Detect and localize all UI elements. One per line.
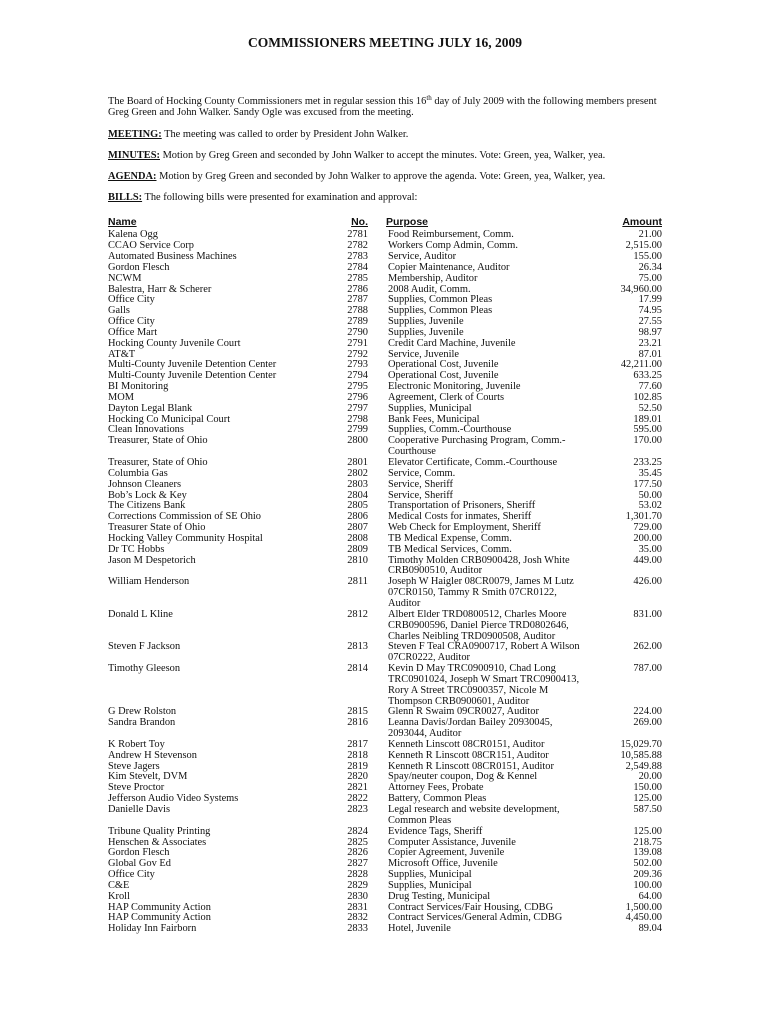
bill-amount: 125.00 [633,793,662,805]
bill-amount: 787.00 [633,663,662,675]
bill-purpose: Joseph W Haigler 08CR0079, James M Lutz 07CR0150, Tammy R Smith 07CR0122, Auditor [388,576,574,609]
bill-purpose: Cooperative Purchasing Program, Comm.-Courthouse [388,435,566,458]
bill-purpose: Service, Sheriff [388,478,454,490]
bill-number: 2819 [347,760,368,772]
header-purpose: Purpose [386,216,429,229]
bill-number: 2831 [347,901,368,913]
bill-amount: 100.00 [633,879,662,891]
table-row [108,848,662,859]
bill-number: 2782 [347,240,368,252]
table-row [108,577,662,610]
bills-text: The following bills were presented for examination and approval: [142,192,418,204]
minutes-text: Motion by Greg Green and seconded by John Walker to accept the minutes. Vote: Green, yea, Walker, yea. [159,150,606,162]
bill-amount: 75.00 [638,272,662,284]
bill-amount: 15,029.70 [620,738,662,750]
bill-number: 2813 [347,641,368,653]
bill-amount: 502.00 [633,858,662,870]
vendor-name: Steve Jagers [108,760,160,772]
bill-purpose: Kenneth R Linscott 08CR151, Auditor [388,749,549,761]
bill-number: 2823 [347,804,368,816]
table-row [108,306,662,317]
table-row [108,838,662,849]
vendor-name: Dayton Legal Blank [108,402,193,414]
vendor-name: Office City [108,316,155,328]
bill-amount: 27.55 [638,316,662,328]
bill-purpose: Food Reimbursement, Comm. [388,229,514,241]
bill-amount: 34,960.00 [620,283,662,295]
vendor-name: Kroll [108,890,130,902]
bill-amount: 200.00 [633,532,662,544]
bill-purpose: Operational Cost, Juvenile [388,359,499,371]
vendor-name: Automated Business Machines [108,250,237,262]
bill-number: 2800 [347,435,368,447]
bill-number: 2791 [347,337,368,349]
vendor-name: Timothy Gleeson [108,663,181,675]
vendor-name: Columbia Gas [108,467,168,479]
bill-number: 2811 [347,576,368,588]
vendor-name: NCWM [108,272,142,284]
bill-amount: 587.50 [633,804,662,816]
bill-amount: 125.00 [633,825,662,837]
bill-purpose: Service, Auditor [388,250,457,262]
vendor-name: Office City [108,869,155,881]
bill-number: 2792 [347,348,368,360]
table-row [108,642,662,664]
bill-purpose: Supplies, Juvenile [388,326,464,338]
table-row [108,317,662,328]
bill-number: 2821 [347,782,368,794]
bill-number: 2814 [347,663,368,675]
bill-number: 2829 [347,879,368,891]
vendor-name: Jefferson Audio Video Systems [108,793,239,805]
bill-number: 2832 [347,912,368,924]
bill-purpose: Supplies, Municipal [388,402,472,414]
vendor-name: HAP Community Action [108,901,211,913]
bill-number: 2785 [347,272,368,284]
bill-amount: 77.60 [638,381,662,393]
bill-number: 2825 [347,836,368,848]
vendor-name: Hocking County Juvenile Court [108,337,241,349]
table-row [108,707,662,718]
bill-number: 2801 [347,457,368,469]
agenda-text: Motion by Greg Green and seconded by John Walker to approve the agenda. Vote: Green, yea, Walker, yea. [156,171,606,183]
table-row [108,480,662,491]
table-row [108,285,662,296]
page-title: COMMISSIONERS MEETING JULY 16, 2009 [248,35,522,50]
vendor-name: BI Monitoring [108,381,169,393]
vendor-name: Henschen & Associates [108,836,207,848]
bill-purpose: Supplies, Common Pleas [388,305,493,317]
bill-purpose: Supplies, Municipal [388,869,472,881]
vendor-name: Sandra Brandon [108,717,176,729]
bill-amount: 20.00 [638,771,662,783]
bill-number: 2826 [347,847,368,859]
vendor-name: Steve Proctor [108,782,165,794]
table-row [108,491,662,502]
bill-purpose: Service, Sheriff [388,489,454,501]
table-row [108,252,662,263]
vendor-name: Corrections Commission of SE Ohio [108,511,261,523]
bill-amount: 831.00 [633,608,662,620]
table-row [108,751,662,762]
bill-amount: 269.00 [633,717,662,729]
bill-purpose: Supplies, Municipal [388,879,472,891]
table-row [108,664,662,707]
table-row [108,545,662,556]
bill-number: 2787 [347,294,368,306]
table-row [108,870,662,881]
bill-amount: 633.25 [633,370,662,382]
bill-purpose: Glenn R Swaim 09CR0027, Auditor [388,706,539,718]
bill-amount: 23.21 [638,337,662,349]
bill-amount: 42,211.00 [620,359,662,371]
bill-amount: 1,301.70 [625,511,662,523]
bill-purpose: Kenneth Linscott 08CR0151, Auditor [388,738,545,750]
bill-number: 2808 [347,532,368,544]
bill-purpose: Electronic Monitoring, Juvenile [388,381,521,393]
table-row [108,274,662,285]
bill-amount: 35.00 [638,543,662,555]
bill-number: 2817 [347,738,368,750]
vendor-name: Jason M Despetorich [108,554,196,566]
vendor-name: Johnson Cleaners [108,478,182,490]
vendor-name: Andrew H Stevenson [108,749,197,761]
intro-text-end: day of July 2009 with the following members present Greg Green and John Walker. Sandy Ogle was excused from the meeting. [108,95,657,119]
minutes-paragraph [108,150,662,162]
bill-number: 2783 [347,250,368,262]
bill-amount: 224.00 [633,706,662,718]
bill-number: 2827 [347,858,368,870]
table-row [108,415,662,426]
vendor-name: Balestra, Harr & Scherer [108,283,212,295]
bill-purpose: Attorney Fees, Probate [388,782,484,794]
table-row [108,794,662,805]
bill-amount: 87.01 [638,348,662,360]
bill-amount: 2,515.00 [625,240,662,252]
bill-amount: 233.25 [633,457,662,469]
bill-purpose: Contract Services/Fair Housing, CDBG [388,901,554,913]
bill-purpose: Evidence Tags, Sheriff [388,825,483,837]
bill-amount: 1,500.00 [625,901,662,913]
vendor-name: The Citizens Bank [108,500,186,512]
bill-number: 2798 [347,413,368,425]
vendor-name: Kalena Ogg [108,229,158,241]
vendor-name: Hocking Co Municipal Court [108,413,231,425]
bill-amount: 4,450.00 [625,912,662,924]
bill-purpose: Drug Testing, Municipal [388,890,491,902]
bill-purpose: Supplies, Common Pleas [388,294,493,306]
bill-purpose: TB Medical Services, Comm. [388,543,512,555]
bill-number: 2797 [347,402,368,414]
bill-amount: 2,549.88 [625,760,662,772]
bill-amount: 74.95 [638,305,662,317]
table-row [108,458,662,469]
bill-number: 2805 [347,500,368,512]
table-row [108,371,662,382]
minutes-label: MINUTES: [108,150,160,162]
bill-purpose: Microsoft Office, Juvenile [388,858,498,870]
bill-number: 2793 [347,359,368,371]
bill-purpose: Supplies, Juvenile [388,316,464,328]
bill-amount: 26.34 [638,261,662,273]
bill-amount: 64.00 [638,890,662,902]
bill-number: 2796 [347,391,368,403]
bill-purpose: Copier Maintenance, Auditor [388,261,510,273]
bill-number: 2830 [347,890,368,902]
bill-number: 2784 [347,261,368,273]
table-row [108,469,662,480]
vendor-name: Office Mart [108,326,158,338]
table-row [108,805,662,827]
bill-amount: 449.00 [633,554,662,566]
bill-number: 2815 [347,706,368,718]
bill-amount: 98.97 [638,326,662,338]
bill-purpose: Leanna Davis/Jordan Bailey 20930045, 2093044, Auditor [388,717,553,740]
header-amount: Amount [622,216,662,229]
bill-purpose: Computer Assistance, Juvenile [388,836,516,848]
intro-paragraph [108,93,662,120]
bill-number: 2810 [347,554,368,566]
vendor-name: Multi-County Juvenile Detention Center [108,370,277,382]
bill-purpose: Web Check for Employment, Sheriff [388,522,541,534]
bill-purpose: TB Medical Expense, Comm. [388,532,512,544]
header-name: Name [108,216,137,229]
meeting-label: MEETING: [108,129,162,141]
bill-purpose: Supplies, Comm.-Courthouse [388,424,512,436]
bill-purpose: Credit Card Machine, Juvenile [388,337,516,349]
bills-table-body [108,230,662,935]
vendor-name: Bob’s Lock & Key [108,489,187,501]
vendor-name: K Robert Toy [108,738,165,750]
agenda-label: AGENDA: [108,171,157,183]
table-row [108,718,662,740]
meeting-paragraph [108,129,662,141]
bill-amount: 262.00 [633,641,662,653]
vendor-name: Steven F Jackson [108,641,181,653]
bill-purpose: 2008 Audit, Comm. [388,283,471,295]
bill-purpose: Kenneth R Linscott 08CR0151, Auditor [388,760,554,772]
bill-purpose: Transportation of Prisoners, Sheriff [388,500,536,512]
table-row [108,404,662,415]
vendor-name: Galls [108,305,130,317]
vendor-name: Tribune Quality Printing [108,825,211,837]
bill-purpose: Medical Costs for inmates, Sheriff [388,511,532,523]
table-row [108,382,662,393]
bill-amount: 139.08 [633,847,662,859]
bill-number: 2833 [347,923,368,935]
vendor-name: Treasurer, State of Ohio [108,457,208,469]
bill-amount: 177.50 [633,478,662,490]
bill-purpose: Albert Elder TRD0800512, Charles Moore CRB0900596, Daniel Pierce TRD0802646, Charles Neibling TRD0900508, Auditor [388,608,569,642]
vendor-name: Hocking Valley Community Hospital [108,532,263,544]
bill-purpose: Kevin D May TRC0900910, Chad Long TRC0901024, Joseph W Smart TRC0900413, Rory A Street TRC0900357, Nicole M Thompson CRB0900601, Auditor [388,663,580,707]
header-no: No. [351,216,368,229]
bill-amount: 35.45 [638,467,662,479]
vendor-name: C&E [108,879,130,891]
bill-purpose: Spay/neuter coupon, Dog & Kennel [388,771,538,783]
vendor-name: Dr TC Hobbs [108,543,165,555]
bill-amount: 52.50 [638,402,662,414]
vendor-name: MOM [108,391,134,403]
table-row [108,924,662,935]
table-row [108,295,662,306]
bill-purpose: Steven F Teal CRA0900717, Robert A Wilson 07CR0222, Auditor [388,641,580,664]
bill-amount: 170.00 [633,435,662,447]
table-row [108,772,662,783]
table-row [108,436,662,458]
bill-amount: 209.36 [633,869,662,881]
vendor-name: Gordon Flesch [108,847,170,859]
bill-purpose: Operational Cost, Juvenile [388,370,499,382]
bill-number: 2790 [347,326,368,338]
bill-number: 2816 [347,717,368,729]
bill-number: 2818 [347,749,368,761]
vendor-name: CCAO Service Corp [108,240,195,252]
bill-purpose: Battery, Common Pleas [388,793,487,805]
table-row [108,610,662,643]
bill-number: 2807 [347,522,368,534]
bill-number: 2820 [347,771,368,783]
bill-purpose: Workers Comp Admin, Comm. [388,240,518,252]
table-row [108,827,662,838]
bill-purpose: Timothy Molden CRB0900428, Josh White CRB0900510, Auditor [388,554,570,577]
bill-amount: 53.02 [638,500,662,512]
table-row [108,534,662,545]
vendor-name: G Drew Rolston [108,706,177,718]
bill-amount: 50.00 [638,489,662,501]
vendor-name: Office City [108,294,155,306]
bill-amount: 189.01 [633,413,662,425]
table-row [108,892,662,903]
vendor-name: Gordon Flesch [108,261,170,273]
table-row [108,339,662,350]
bill-number: 2795 [347,381,368,393]
table-row [108,881,662,892]
vendor-name: Multi-County Juvenile Detention Center [108,359,277,371]
bill-number: 2794 [347,370,368,382]
vendor-name: Holiday Inn Fairborn [108,923,197,935]
bill-amount: 595.00 [633,424,662,436]
bill-number: 2809 [347,543,368,555]
bill-number: 2786 [347,283,368,295]
bill-number: 2781 [347,229,368,241]
vendor-name: Donald L Kline [108,608,173,620]
vendor-name: Danielle Davis [108,804,171,816]
bill-purpose: Service, Comm. [388,467,456,479]
bills-table-header-row [108,216,662,230]
vendor-name: HAP Community Action [108,912,211,924]
vendor-name: William Henderson [108,576,190,588]
bill-number: 2812 [347,608,368,620]
bill-number: 2788 [347,305,368,317]
bill-number: 2828 [347,869,368,881]
bill-amount: 729.00 [633,522,662,534]
bill-purpose: Membership, Auditor [388,272,478,284]
vendor-name: Treasurer, State of Ohio [108,435,208,447]
bills-label: BILLS: [108,192,143,204]
bill-purpose: Hotel, Juvenile [388,923,451,935]
bill-number: 2804 [347,489,368,501]
bill-number: 2824 [347,825,368,837]
bill-purpose: Copier Agreement, Juvenile [388,847,505,859]
bill-amount: 218.75 [633,836,662,848]
bill-purpose: Contract Services/General Admin, CDBG [388,912,563,924]
vendor-name: Clean Innovations [108,424,184,436]
bill-amount: 102.85 [633,391,662,403]
table-row [108,859,662,870]
bill-purpose: Agreement, Clerk of Courts [388,391,505,403]
bill-number: 2803 [347,478,368,490]
bill-amount: 89.04 [638,923,662,935]
vendor-name: Global Gov Ed [108,858,171,870]
intro-text-start: The Board of Hocking County Commissioners met in regular session this 16 [108,95,427,107]
bill-amount: 10,585.88 [620,749,662,761]
bill-amount: 21.00 [638,229,662,241]
table-row [108,263,662,274]
bill-number: 2789 [347,316,368,328]
meeting-text: The meeting was called to order by President John Walker. [161,129,409,141]
bill-amount: 426.00 [633,576,662,588]
bill-amount: 150.00 [633,782,662,794]
table-row [108,762,662,773]
bill-purpose: Service, Juvenile [388,348,459,360]
bills-table [108,216,662,935]
agenda-paragraph [108,171,662,183]
bills-paragraph [108,192,662,204]
bill-purpose: Legal research and website development, Common Pleas [388,804,560,826]
bill-amount: 155.00 [633,250,662,262]
bill-number: 2802 [347,467,368,479]
vendor-name: Treasurer State of Ohio [108,522,206,534]
vendor-name: Kim Stevelt, DVM [108,771,188,783]
vendor-name: AT&T [108,348,136,360]
bill-amount: 17.99 [638,294,662,306]
table-row [108,556,662,578]
bill-number: 2822 [347,793,368,805]
bill-number: 2806 [347,511,368,523]
intro-ordinal-suffix: th [426,93,432,102]
bill-purpose: Elevator Certificate, Comm.-Courthouse [388,457,558,469]
bill-purpose: Bank Fees, Municipal [388,413,480,425]
bill-number: 2799 [347,424,368,436]
